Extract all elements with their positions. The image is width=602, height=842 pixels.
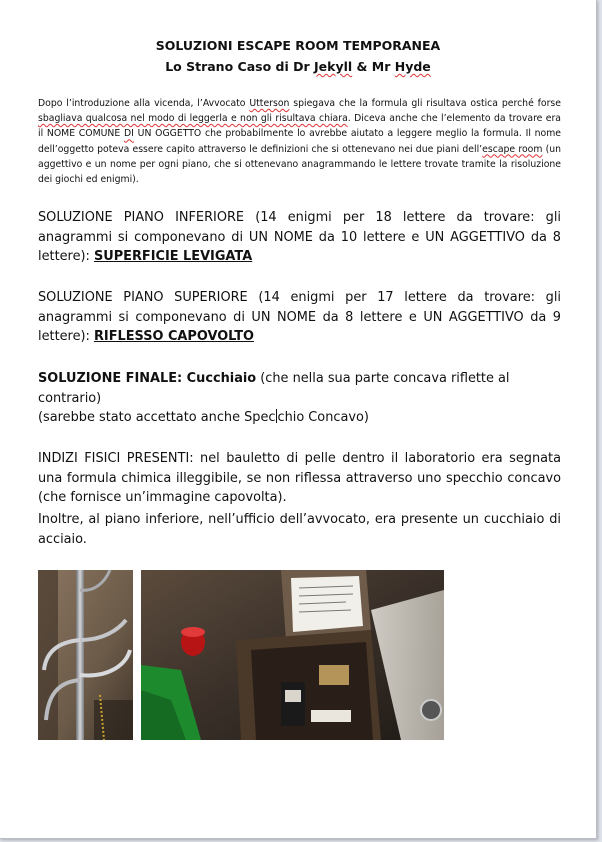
piano-inferiore-answer: SUPERFICIE LEVIGATA	[93, 249, 253, 264]
piano-inferiore-paragraph	[38, 208, 561, 267]
document-title: SOLUZIONI ESCAPE ROOM TEMPORANEA	[155, 38, 441, 53]
leather-chest-image	[141, 570, 444, 740]
intro-utterson: Utterson	[249, 98, 290, 109]
piano-superiore-answer: RIFLESSO CAPOVOLTO	[93, 329, 254, 344]
subtitle-mid: & Mr	[352, 59, 395, 74]
indizi-paragraph: INDIZI FISICI PRESENTI: nel bauletto di pelle dentro il laboratorio era segnata una formula chimica illeggibile, se non riflessa attraverso uno specchio concavo (che fornisce un’immagine capovolta).	[38, 451, 561, 505]
subtitle-hyde: Hyde	[394, 59, 431, 74]
subtitle-prefix: Lo Strano Caso di Dr	[165, 59, 314, 74]
intro-di: DI	[124, 128, 134, 140]
subtitle-jekyll: Jekyll	[314, 59, 353, 74]
intro-e: (un aggettivo e un nome per ogni piano, che si ottenevano anagrammando le lettere trovate tramite la risoluzione dei giochi ed enigmi).	[38, 143, 562, 186]
intro-b: spiegava che la formula gli risultava ostica perché forse	[289, 98, 561, 109]
coat-rack-photo	[38, 570, 133, 740]
intro-paragraph	[38, 96, 561, 187]
inoltre-paragraph: Inoltre, al piano inferiore, nell’ufficio dell’avvocato, era presente un cucchiaio di acciaio.	[38, 512, 561, 547]
intro-escape-room: escape room	[482, 143, 543, 155]
finale-text2a: (sarebbe stato accettato anche Spec	[38, 410, 276, 425]
piano-inferiore-text: SOLUZIONE PIANO INFERIORE (14 enigmi per 18 lettere da trovare: gli anagrammi si componevano di UN NOME da 10 lettere e UN AGGETTIVO da 8 lettere):	[38, 210, 561, 264]
intro-d: UN OGGETTO che probabilmente lo avrebbe aiutato a leggere meglio la formula. Il nome dell’oggetto poteva essere capito attraverso le definizioni che si ottenevano nei due piani dell’	[38, 128, 561, 155]
intro-a: Dopo l’introduzione alla vicenda, l’Avvocato	[38, 98, 250, 109]
piano-superiore-paragraph	[38, 288, 561, 347]
leather-chest-photo	[141, 570, 444, 740]
finale-text1: (che nella sua parte concava riflette al contrario)	[38, 371, 510, 406]
intro-squiggle: sbagliava qualcosa nel modo di leggerla e non gli risultava chiara	[38, 113, 348, 125]
finale-text2b: chio Concavo)	[277, 410, 369, 425]
piano-superiore-text: SOLUZIONE PIANO SUPERIORE (14 enigmi per 17 lettere da trovare: gli anagrammi si componevano di UN NOME da 8 lettere e UN AGGETTIVO da 9 lettere):	[38, 290, 561, 344]
document-subtitle	[0, 59, 596, 74]
coat-rack-image	[38, 570, 133, 740]
finale-label: SOLUZIONE FINALE: Cucchiaio	[38, 371, 257, 386]
finale-paragraph	[38, 369, 561, 428]
intro-c: . Diceva anche che l’elemento da trovare era il NOME COMUNE	[38, 113, 562, 140]
